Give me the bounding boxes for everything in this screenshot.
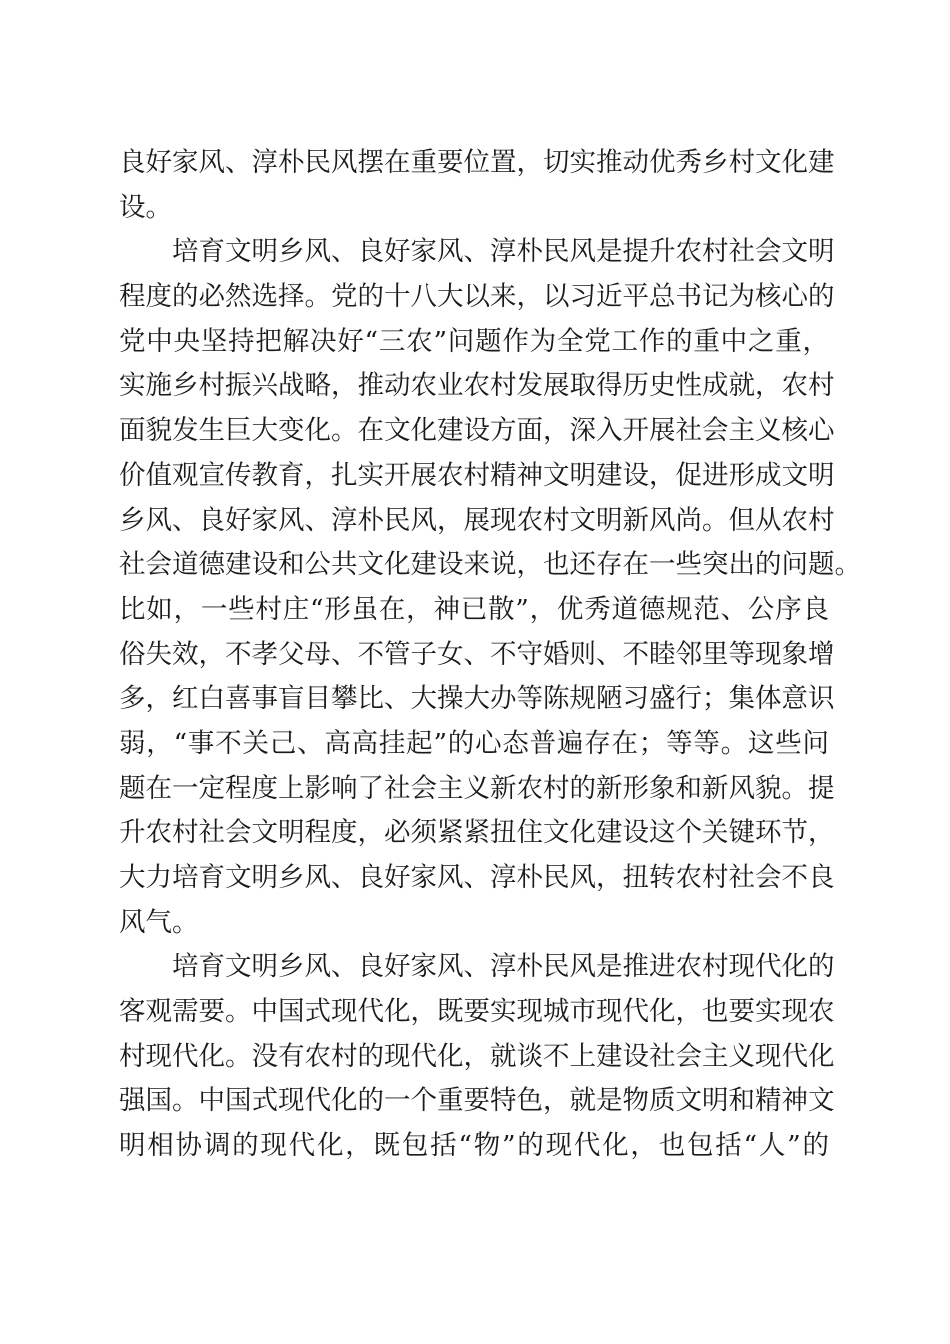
- text-line: 风气。: [119, 906, 199, 938]
- text-line: 升农村社会文明程度，必须紧紧扭住文化建设这个关键环节，: [119, 817, 835, 849]
- text-line: 比如，一些村庄“形虽在，神已散”，优秀道德规范、公序良: [119, 593, 829, 625]
- text-line: 社会道德建设和公共文化建设来说，也还存在一些突出的问题。: [119, 549, 861, 581]
- text-line: 强国。中国式现代化的一个重要特色，就是物质文明和精神文: [119, 1085, 835, 1117]
- text-line: 乡风、良好家风、淳朴民风，展现农村文明新风尚。但从农村: [119, 504, 835, 536]
- text-line: 弱，“事不关己、高高挂起”的心态普遍存在；等等。这些问: [119, 727, 829, 759]
- text-line: 良好家风、淳朴民风摆在重要位置，切实推动优秀乡村文化建: [119, 147, 835, 178]
- text-line: 程度的必然选择。党的十八大以来，以习近平总书记为核心的: [119, 281, 835, 313]
- text-line: 实施乡村振兴战略，推动农业农村发展取得历史性成就，农村: [119, 370, 835, 402]
- text-line: 俗失效，不孝父母、不管子女、不守婚则、不睦邻里等现象增: [119, 638, 835, 670]
- paragraph-first-line: 培育文明乡风、良好家风、淳朴民风是推进农村现代化的: [172, 951, 835, 983]
- text-line: 多，红白喜事盲目攀比、大操大办等陈规陋习盛行；集体意识: [119, 683, 835, 715]
- paragraph-first-line: 培育文明乡风、良好家风、淳朴民风是提升农村社会文明: [172, 236, 835, 268]
- text-line: 面貌发生巨大变化。在文化建设方面，深入开展社会主义核心: [119, 415, 835, 447]
- text-line: 明相协调的现代化，既包括“物”的现代化，也包括“人”的: [119, 1130, 829, 1162]
- text-line: 价值观宣传教育，扎实开展农村精神文明建设，促进形成文明: [119, 459, 835, 491]
- text-line: 设。: [119, 191, 172, 223]
- body-text: [119, 141, 861, 1169]
- text-line: 大力培育文明乡风、良好家风、淳朴民风，扭转农村社会不良: [119, 862, 835, 893]
- text-line: 村现代化。没有农村的现代化，就谈不上建设社会主义现代化: [119, 1040, 835, 1072]
- text-line: 题在一定程度上影响了社会主义新农村的新形象和新风貌。提: [119, 772, 835, 804]
- text-line: 党中央坚持把解决好“三农”问题作为全党工作的重中之重，: [119, 325, 829, 357]
- text-line: 客观需要。中国式现代化，既要实现城市现代化，也要实现农: [119, 996, 835, 1028]
